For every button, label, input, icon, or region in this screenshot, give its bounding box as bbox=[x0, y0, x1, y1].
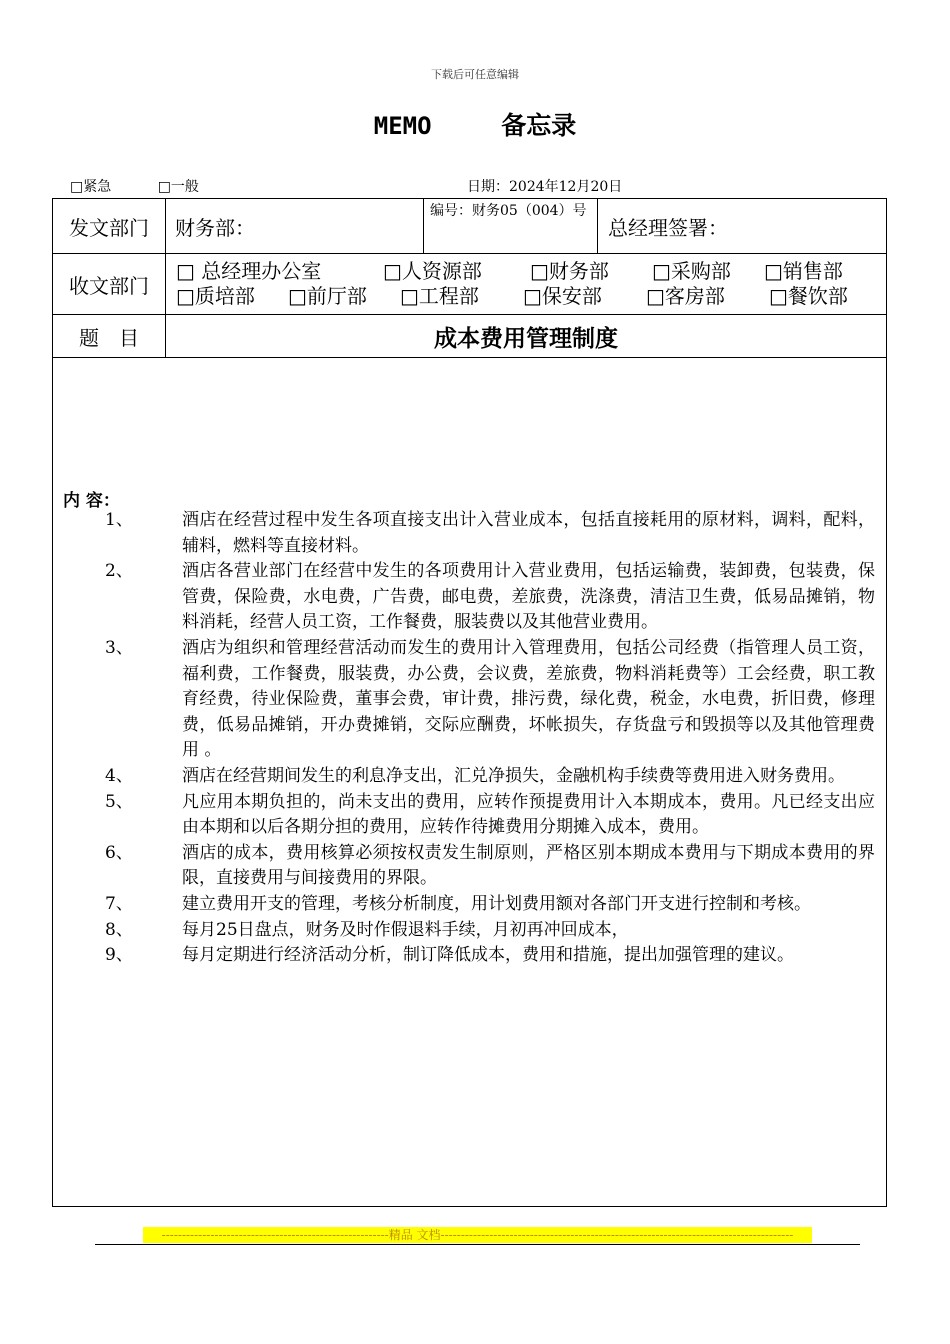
list-item-number: 9、 bbox=[105, 945, 133, 966]
download-note: 下载后可任意编辑 bbox=[431, 68, 519, 81]
receiver-quality-training[interactable]: □质培部 bbox=[176, 284, 255, 308]
issuer-row bbox=[53, 199, 887, 254]
list-item-number: 2、 bbox=[105, 561, 133, 582]
document-code: 编号：财务05（004）号 bbox=[424, 199, 598, 254]
receiver-label: 收文部门 bbox=[53, 254, 166, 315]
footer-divider bbox=[95, 1244, 860, 1245]
list-item-number: 6、 bbox=[105, 842, 133, 863]
subject-label: 题 目 bbox=[53, 315, 166, 358]
receiver-fnb[interactable]: □餐饮部 bbox=[769, 284, 848, 308]
list-item-text: 每月25日盘点，财务及时作假退料手续，月初再冲回成本， bbox=[182, 919, 629, 940]
list-item bbox=[53, 790, 887, 841]
general-checkbox[interactable]: □一般 bbox=[157, 179, 199, 195]
list-item bbox=[53, 636, 887, 764]
list-item-number: 7、 bbox=[105, 893, 133, 914]
list-item bbox=[53, 764, 887, 790]
list-item-number: 8、 bbox=[105, 919, 133, 940]
list-item-number: 5、 bbox=[105, 791, 133, 812]
issuer-label: 发文部门 bbox=[53, 199, 166, 254]
list-item bbox=[53, 918, 887, 944]
list-item-text: 建立费用开支的管理，考核分析制度，用计划费用额对各部门开支进行控制和考核。 bbox=[182, 893, 811, 914]
receiver-line-1 bbox=[176, 259, 886, 284]
receiver-departments bbox=[166, 254, 887, 315]
receiver-hr[interactable]: □人资源部 bbox=[383, 259, 482, 283]
list-item-text: 凡应用本期负担的，尚未支出的费用，应转作预提费用计入本期成本，费用。凡已经支出应由本期和以后各期分担的费用，应转作待摊费用分期摊入成本，费用。 bbox=[182, 791, 875, 838]
page-title bbox=[0, 106, 950, 142]
receiver-security[interactable]: □保安部 bbox=[523, 284, 602, 308]
list-item-number: 4、 bbox=[105, 765, 133, 786]
subject-value: 成本费用管理制度 bbox=[166, 315, 887, 358]
content-items bbox=[53, 508, 887, 969]
content-cell bbox=[53, 358, 887, 1207]
receiver-purchasing[interactable]: □采购部 bbox=[652, 259, 731, 283]
list-item bbox=[53, 508, 887, 559]
receiver-housekeeping[interactable]: □客房部 bbox=[646, 284, 725, 308]
list-item bbox=[53, 559, 887, 636]
subject-row bbox=[53, 315, 887, 358]
list-item-text: 酒店各营业部门在经营中发生的各项费用计入营业费用，包括运输费，装卸费，包装费，保管费，保险费，水电费，广告费，邮电费，差旅费，洗涤费，清洁卫生费，低易品摊销，物料消耗，经营人员工资，工作餐费，服装费以及其他营业费用。 bbox=[182, 561, 875, 633]
receiver-gm-office[interactable]: □ 总经理办公室 bbox=[176, 259, 322, 283]
list-item-text: 酒店在经营过程中发生各项直接支出计入营业成本，包括直接耗用的原材料，调料，配料，辅料，燃料等直接材料。 bbox=[182, 510, 875, 556]
gm-signature-label: 总经理签署： bbox=[598, 199, 887, 254]
memo-table bbox=[52, 198, 887, 1207]
content-label: 内 容： bbox=[63, 491, 120, 511]
list-item-text: 酒店在经营期间发生的利息净支出，汇兑净损失，金融机构手续费等费用进入财务费用。 bbox=[182, 765, 845, 786]
content-row bbox=[53, 358, 887, 1207]
list-item-text: 每月定期进行经济活动分析，制订降低成本，费用和措施，提出加强管理的建议。 bbox=[182, 945, 794, 966]
list-item bbox=[53, 841, 887, 892]
list-item bbox=[53, 892, 887, 918]
list-item-text: 酒店为组织和管理经营活动而发生的费用计入管理费用，包括公司经费（指管理人员工资，福利费，工作餐费，服装费，办公费，会议费，差旅费，物料消耗费等）工会经费，职工教育经费，待业保险费，董事会费，审计费，排污费，绿化费，税金，水电费，折旧费，修理费，低易品摊销，开办费摊销，交际应酬费，坏帐损失，存货盘亏和毁损等以及其他管理费用 。 bbox=[182, 637, 875, 761]
memo-date: 日期：2024年12月20日 bbox=[467, 179, 623, 195]
list-item-number: 3、 bbox=[105, 637, 133, 658]
footer-banner: --------------------------------------------------------精品 文档--------------------------------------------------------------------------------------- bbox=[143, 1227, 812, 1243]
list-item bbox=[53, 943, 887, 969]
receiver-front-office[interactable]: □前厅部 bbox=[288, 284, 367, 308]
receiver-engineering[interactable]: □工程部 bbox=[400, 284, 479, 308]
list-item-text: 酒店的成本，费用核算必须按权责发生制原则，严格区别本期成本费用与下期成本费用的界限，直接费用与间接费用的界限。 bbox=[182, 842, 875, 889]
title-memo: MEMO bbox=[373, 112, 432, 140]
urgent-checkbox[interactable]: □紧急 bbox=[70, 179, 112, 195]
receiver-row bbox=[53, 254, 887, 315]
title-memo-zh: 备忘录 bbox=[501, 111, 577, 140]
issuer-value: 财务部： bbox=[166, 199, 424, 254]
list-item-number: 1、 bbox=[105, 510, 133, 530]
receiver-sales[interactable]: □销售部 bbox=[764, 259, 843, 283]
urgency-options bbox=[70, 176, 241, 196]
receiver-line-2 bbox=[176, 284, 886, 309]
receiver-finance[interactable]: □财务部 bbox=[530, 259, 609, 283]
